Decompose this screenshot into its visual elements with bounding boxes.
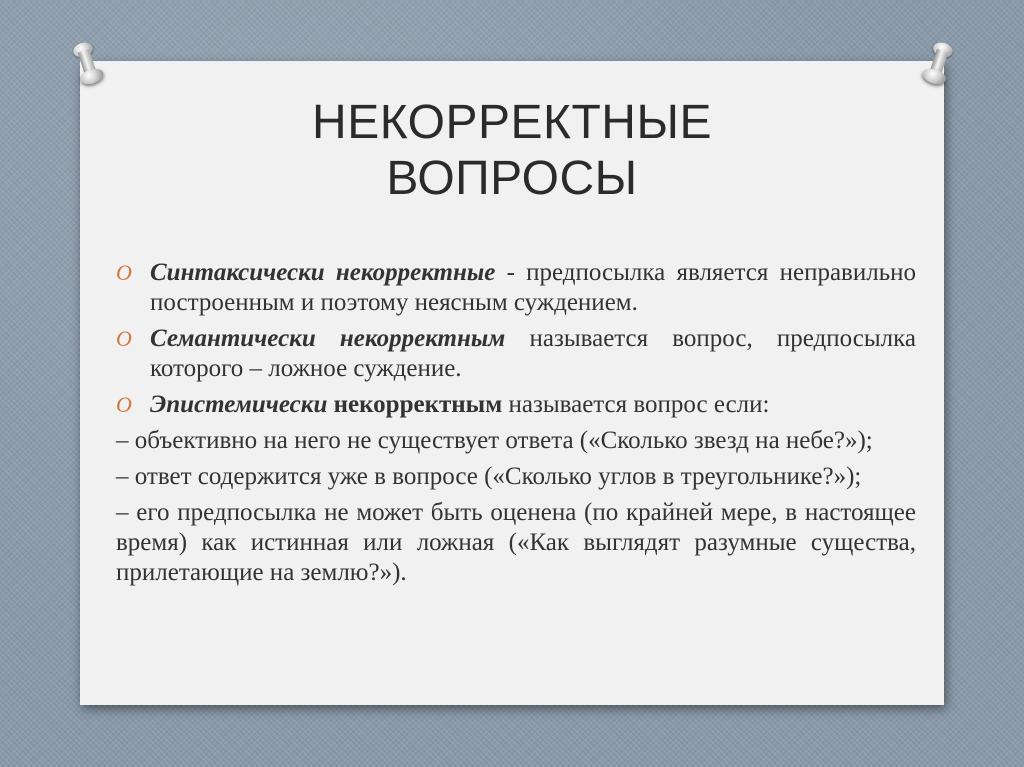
bullet-syntactic	[116, 258, 916, 318]
bullet-semantic	[116, 324, 916, 384]
slide-title	[0, 95, 1024, 207]
term-semantic: Семантически некорректным	[150, 325, 506, 352]
definition-semantic: называется вопрос, предпосылка которого – ложное суждение.	[150, 325, 916, 382]
bullet-marker-icon: O	[116, 260, 132, 285]
definition-syntactic: - предпосылка является неправильно построенным и поэтому неясным суждением.	[150, 259, 916, 316]
term-epistemic-italic: Эпистемически	[150, 391, 328, 418]
term-epistemic-bold: некорректным	[327, 391, 503, 418]
bullet-marker-icon: O	[116, 392, 132, 417]
sub-item-cannot-evaluate: – его предпосылка не может быть оценена (по крайней мере, в настоящее время) как истинная или ложная («Как выглядят разумные существа, прилетающие на землю?»).	[116, 499, 916, 586]
sub-item-answer-in-question: – ответ содержится уже в вопросе («Сколько углов в треугольнике?»);	[116, 463, 862, 490]
slide-body	[116, 258, 916, 594]
slide-title-line-2: ВОПРОСЫ	[386, 152, 638, 205]
slide-title-line-1: НЕКОРРЕКТНЫЕ	[312, 96, 712, 149]
definition-epistemic: называется вопрос если:	[502, 391, 770, 418]
bullet-epistemic	[116, 390, 916, 420]
sub-item-no-answer: – объективно на него не существует ответа («Сколько звезд на небе?»);	[116, 427, 873, 454]
term-syntactic: Синтаксически некорректные	[150, 259, 496, 286]
bullet-marker-icon: O	[116, 326, 132, 351]
